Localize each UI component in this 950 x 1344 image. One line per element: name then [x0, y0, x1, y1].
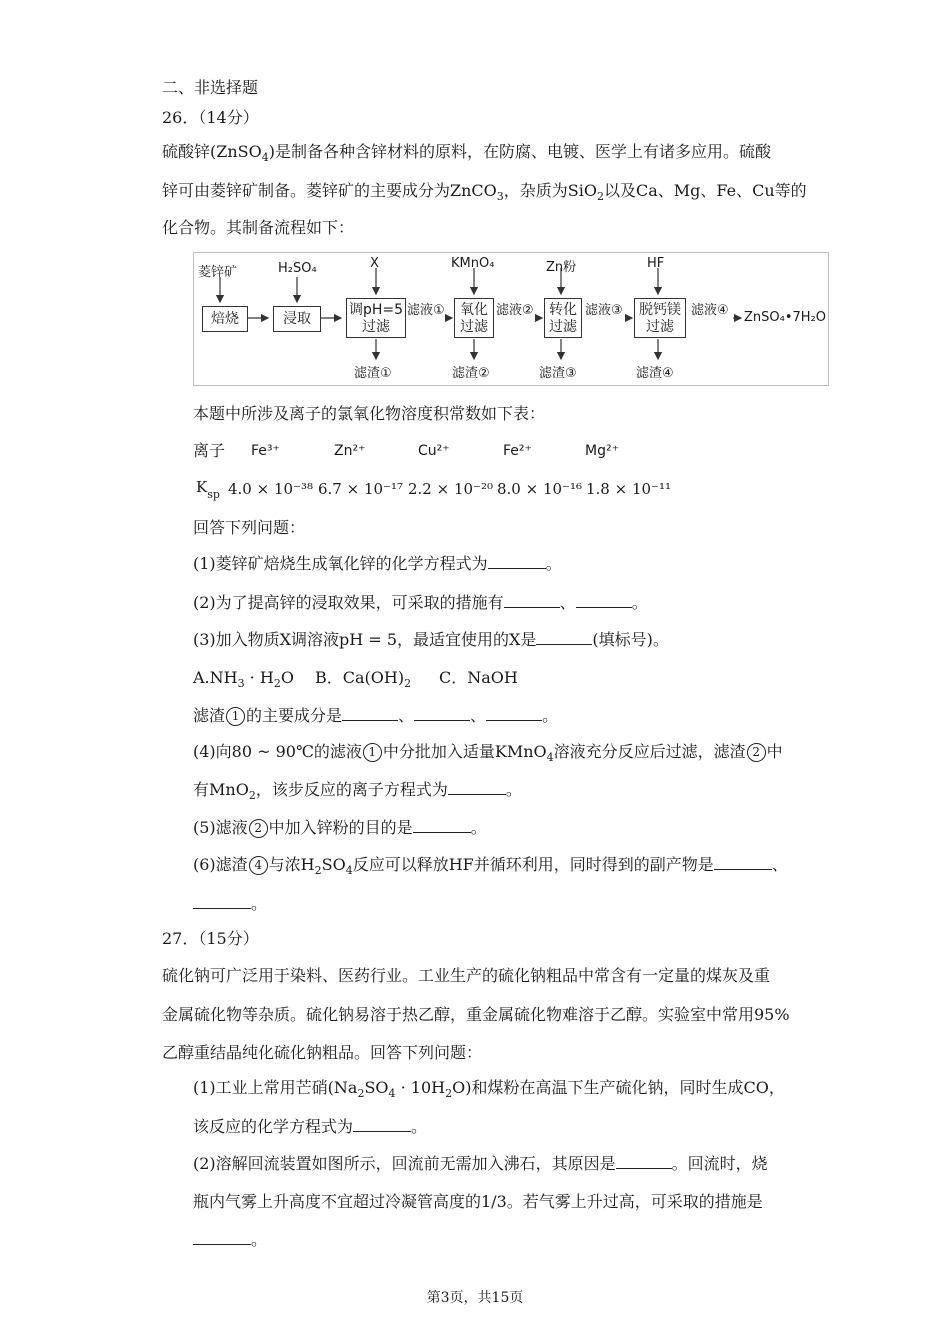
- q26-part-5: (5)滤液 2 中加入锌粉的目的是 。: [193, 818, 487, 837]
- option-a: $A.NH_3 \cdot H_2O$: [193, 668, 294, 690]
- step-leaching: 浸取: [273, 306, 321, 332]
- step-ph-adjust-filter: 调pH=5 过滤: [346, 298, 406, 338]
- ksp-cell: 1.8 × 10⁻¹¹: [586, 480, 671, 498]
- label-zinc-powder: Zn粉: [546, 260, 577, 275]
- answer-blank[interactable]: [448, 780, 506, 795]
- ksp-cell: 8.0 × 10⁻¹⁶: [497, 480, 582, 498]
- answer-blank[interactable]: [536, 630, 592, 645]
- ksp-row-label: $K_{sp}$: [196, 478, 220, 501]
- page-footer: 第3页，共15页: [426, 1290, 524, 1306]
- label-filtrate-4: 滤液④: [691, 303, 729, 318]
- ksp-cell: 2.2 × 10⁻²⁰: [408, 480, 493, 498]
- q27-part-1-line-1: (1)工业上常用芒硝$(Na_2SO_4 \cdot 10H_2O)$和煤粉在高温下生产硫化钠，同时生成CO，: [193, 1078, 785, 1100]
- ion-cell: Fe²⁺: [503, 443, 532, 459]
- answer-blank[interactable]: [353, 1117, 411, 1132]
- answer-blank[interactable]: [342, 706, 398, 721]
- ion-cell: Fe³⁺: [251, 443, 280, 459]
- ion-row-label: 离子: [193, 441, 226, 460]
- q26-part-1: (1)菱锌矿焙烧生成氧化锌的化学方程式为 。: [193, 554, 562, 573]
- q27-part-2-line-3: 。: [193, 1229, 267, 1251]
- ion-cell: Zn²⁺: [334, 443, 366, 459]
- answer-blank[interactable]: [576, 593, 632, 608]
- q26-part-3: (3)加入物质X调溶液pH = 5，最适宜使用的X是 (填标号)。: [193, 630, 669, 649]
- label-raw-ore: 菱锌矿: [198, 265, 238, 280]
- option-b: B．$Ca(OH)_2$: [315, 668, 412, 690]
- answer-blank[interactable]: [193, 894, 251, 909]
- q26-residue-1-question: 滤渣 1 的主要成分是 、 、 。: [193, 706, 559, 725]
- label-residue-1: 滤渣①: [354, 366, 392, 381]
- answer-prompt: 回答下列问题：: [193, 518, 306, 537]
- q26-part-4-line-2: 有MnO$_2$，该步反应的离子方程式为 。: [193, 780, 522, 802]
- answer-blank[interactable]: [193, 1230, 251, 1245]
- question-26-header: 26．（14分）: [162, 108, 259, 127]
- answer-blank[interactable]: [714, 855, 772, 870]
- q27-part-1-line-2: 该反应的化学方程式为 。: [193, 1117, 428, 1136]
- step-decalcify-filter: 脱钙镁 过滤: [634, 298, 686, 338]
- q26-part-4-line-1: (4)向80 ~ 90℃的滤液 1 中分批加入适量KMnO$_4$溶液充分反应后过滤，滤渣 2 中: [193, 742, 783, 764]
- answer-blank[interactable]: [504, 593, 560, 608]
- q27-intro-line-2: 金属硫化物等杂质。硫化钠易溶于热乙醇，重金属硫化物难溶于乙醇。实验室中常用95%: [162, 1005, 790, 1024]
- q27-intro-line-3: 乙醇重结晶纯化硫化钠粗品。回答下列问题：: [162, 1043, 483, 1062]
- process-flow-diagram: [193, 252, 829, 386]
- answer-blank[interactable]: [413, 818, 471, 833]
- section-title: 二、非选择题: [162, 78, 259, 97]
- q26-part-6-line-2: 。: [193, 893, 267, 915]
- option-c: C．NaOH: [439, 668, 518, 687]
- q27-part-2-line-2: 瓶内气雾上升高度不宜超过冷凝管高度的1/3。若气雾上升过高，可采取的措施是: [193, 1192, 763, 1211]
- label-kmno4: KMnO₄: [451, 256, 495, 271]
- q27-part-2-line-1: (2)溶解回流装置如图所示，回流前无需加入沸石，其原因是 。回流时，烧: [193, 1154, 768, 1173]
- label-filtrate-2: 滤液②: [496, 303, 534, 318]
- q26-intro-line-1: 硫酸锌(ZnSO$_4$)是制备各种含锌材料的原料，在防腐、电镀、医学上有诸多应用。硫酸: [162, 142, 771, 164]
- q26-options: [193, 667, 518, 690]
- q26-part-2: (2)为了提高锌的浸取效果，可采取的措施有 、 。: [193, 593, 648, 612]
- step-roasting: 焙烧: [202, 306, 248, 332]
- ion-cell: Cu²⁺: [418, 443, 450, 459]
- q26-intro-line-3: 化合物。其制备流程如下：: [162, 218, 355, 237]
- table-intro: 本题中所涉及离子的氯氧化物溶度积常数如下表：: [193, 404, 546, 423]
- answer-blank[interactable]: [414, 706, 470, 721]
- label-filtrate-1: 滤液①: [407, 303, 445, 318]
- step-oxidation-filter: 氧化 过滤: [454, 298, 494, 338]
- q26-intro-line-2: 锌可由菱锌矿制备。菱锌矿的主要成分为ZnCO$_3$，杂质为SiO$_2$以及Ca、Mg、Fe、Cu等的: [162, 181, 807, 203]
- question-27-header: 27．（15分）: [162, 929, 259, 948]
- step-conversion-filter: 转化 过滤: [544, 298, 582, 338]
- label-residue-3: 滤渣③: [539, 366, 577, 381]
- ksp-cell: 6.7 × 10⁻¹⁷: [318, 480, 403, 498]
- q27-intro-line-1: 硫化钠可广泛用于染料、医药行业。工业生产的硫化钠粗品中常含有一定量的煤灰及重: [162, 966, 771, 985]
- ksp-cell: 4.0 × 10⁻³⁸: [228, 480, 313, 498]
- label-hf: HF: [647, 256, 665, 271]
- answer-blank[interactable]: [488, 554, 546, 569]
- q26-part-6: (6)滤渣 4 与浓$H_2SO_4$反应可以释放HF并循环利用，同时得到的副产物是 、: [193, 855, 788, 877]
- label-product: ZnSO₄•7H₂O: [744, 310, 826, 325]
- answer-blank[interactable]: [616, 1154, 672, 1169]
- label-filtrate-3: 滤液③: [585, 303, 623, 318]
- label-residue-4: 滤渣④: [636, 366, 674, 381]
- label-sulfuric-acid: H₂SO₄: [278, 261, 317, 276]
- ion-cell: Mg²⁺: [585, 443, 619, 459]
- label-residue-2: 滤渣②: [452, 366, 490, 381]
- answer-blank[interactable]: [486, 706, 542, 721]
- label-reagent-x: X: [370, 256, 379, 271]
